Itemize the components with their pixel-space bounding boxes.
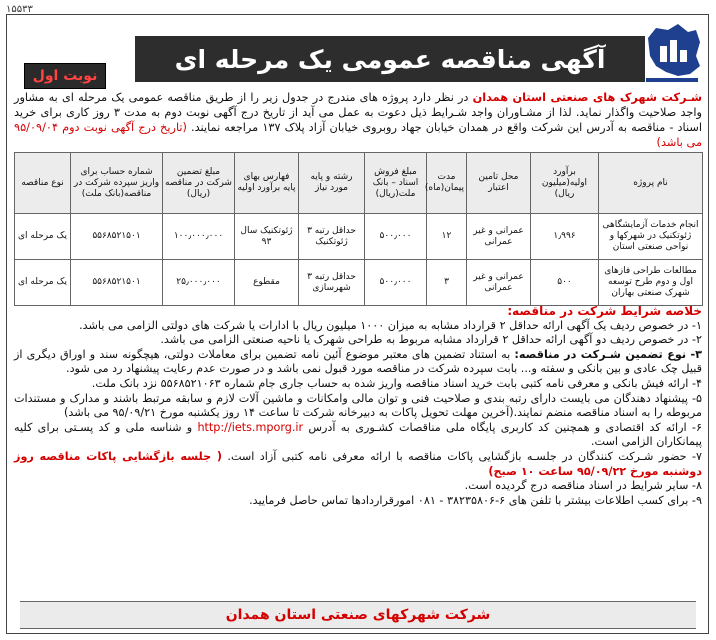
cell-initial-estimate: ۵۰۰ [531, 260, 599, 306]
cell-guarantee-amount: ۱۰۰٫۰۰۰٫۰۰۰ [163, 214, 235, 260]
condition-item: ۱- در خصوص ردیف یک آگهی ارائه حداقل ۲ قرارداد مشابه به میزان ۱۰۰۰ میلیون ریال با ادارات یا شرکت های دولتی الزامی می باشد. [79, 318, 702, 332]
cell-document-price: ۵۰۰٫۰۰۰ [365, 214, 427, 260]
cell-required-grade: حداقل رتبه ۳ ژئوتکنیک [299, 214, 365, 260]
guarantee-type-text: به استناد تضمین های معتبر موضوع آئین نامه تضمین برای معاملات دولتی، هیچگونه سند و اوراق دیگری از قبیل چک عادی و بین بانکی و سفته و... بابت سپرده شرکت در مناقصه مورد قبول نمی باشد و در صورت عدم رعایت پیشنهاد رد می شود. [14, 347, 702, 376]
col-initial-estimate: برآورد اولیه(میلیون ریال) [531, 153, 599, 214]
col-document-price: مبلغ فروش اسناد – بانک ملت(ریال) [365, 153, 427, 214]
cell-duration: ۱۲ [427, 214, 467, 260]
intro-paragraph [14, 90, 702, 150]
cell-initial-estimate: ۱٫۹۹۶ [531, 214, 599, 260]
condition-item [14, 421, 702, 450]
cell-project-name: مطالعات طراحی فازهای اول و دوم طرح توسعه شهرک صنعتی بهاران [599, 260, 703, 306]
condition-item [14, 450, 702, 479]
cell-project-name: انجام خدمات آزمایشگاهی ژئوتکنیک در شهرکها و نواحی صنعتی استان [599, 214, 703, 260]
col-price-list: فهارس بهای پایه برآورد اولیه [235, 153, 299, 214]
edition-badge: نوبت اول [24, 63, 106, 89]
condition-text: و شناسه ملی و کد پسـتی برای کلیه پیمانکاران الزامی است. [14, 420, 702, 449]
condition-item: ۵- پیشنهاد دهندگان می بایست دارای رتبه بندی و صلاحیت فنی و توان مالی وامکانات و ماشین آلات لازم و سابقه مرتبط باشند و مدارک و مستندات مربوطه را به اسناد مناقصه منضم نمایند.(آخرین مهلت تحویل پاکات به دبیرخانه شرکت تا ساعت ۱۴ روز یکشنبه مورخ ۹۵/۰۹/۲۱ می باشد) [14, 391, 702, 420]
condition-text: ۶- ارائه کد اقتصادی و همچنین کد کاربری پایگاه ملی مناقصات کشـوری به آدرس [303, 420, 702, 434]
cell-guarantee-amount: ۲۵٫۰۰۰٫۰۰۰ [163, 260, 235, 306]
cell-price-list: ژئوتکنیک سال ۹۳ [235, 214, 299, 260]
col-funding-source: محل تامین اعتبار [467, 153, 531, 214]
cell-required-grade: حداقل رتبه ۳ شهرسازی [299, 260, 365, 306]
condition-item: ۲- در خصوص ردیف دو آگهی ارائه حداقل ۲ قرارداد مشابه مربوط به طراحی شهرک یا ناحیه صنعتی الزامی می باشد. [160, 333, 702, 347]
cell-account-number: ۵۵۶۸۵۲۱۵۰۱ [71, 214, 163, 260]
col-account-number: شماره حساب برای واریز سپرده شرکت در مناقصه(بانک ملت) [71, 153, 163, 214]
cell-funding-source: عمرانی و غیر عمرانی [467, 260, 531, 306]
cell-document-price: ۵۰۰٫۰۰۰ [365, 260, 427, 306]
condition-item: ۸- سایر شرایط در اسناد مناقصه درج گردیده است. [464, 479, 702, 493]
guarantee-type-label: ۳- نوع تضمین شـرکت در مناقصه: [514, 347, 703, 361]
iran-map-logo-icon [638, 16, 706, 86]
col-duration: مدت پیمان(ماه) [427, 153, 467, 214]
cell-tender-type: یک مرحله ای [15, 214, 71, 260]
projects-table [14, 152, 703, 306]
ad-number: ۱۵۵۳۳ [6, 4, 33, 15]
footer-company-name: شرکت شهرکهای صنعتی استان همدان [20, 601, 696, 629]
col-required-grade: رشته و پایه مورد نیاز [299, 153, 365, 214]
ad-title-banner: آگهی مناقصه عمومی یک مرحله ای [135, 36, 645, 82]
cell-funding-source: عمرانی و غیر عمرانی [467, 214, 531, 260]
condition-item [14, 348, 702, 377]
cell-price-list: مقطوع [235, 260, 299, 306]
table-row [15, 260, 703, 306]
cell-account-number: ۵۵۶۸۵۲۱۵۰۱ [71, 260, 163, 306]
conditions-section [14, 304, 702, 508]
table-row [15, 214, 703, 260]
cell-tender-type: یک مرحله ای [15, 260, 71, 306]
tenders-portal-link[interactable]: http://iets.mporg.ir [197, 420, 304, 434]
publication-date-note: (تاریخ درج آگهی نوبت دوم ۹۵/۰۹/۰۴ می باشد) [14, 121, 702, 149]
col-project-name: نام پروژه [599, 153, 703, 214]
table-header-row [15, 153, 703, 214]
cell-duration: ۳ [427, 260, 467, 306]
opening-session-note: ( جلسه بازگشایی پاکات مناقصه روز دوشنبه مورخ ۹۵/۰۹/۲۲ ساعت ۱۰ صبح) [14, 449, 702, 478]
condition-item: ۴- ارائه فیش بانکی و معرفی نامه کتبی بابت خرید اسناد مناقصه واریز شده به حساب جاری جام شماره ۵۵۶۸۵۲۱۰۶۳ نزد بانک ملت. [91, 376, 702, 390]
conditions-title: خلاصه شرایط شرکت در مناقصه: [507, 304, 702, 318]
condition-item: ۹- برای کسب اطلاعات بیشتر با تلفن های ۶-۳۸۲۳۵۸۰۶ - ۰۸۱ امورقراردادها تماس حاصل فرمایید. [249, 493, 702, 507]
col-guarantee-amount: مبلغ تضمین شرکت در مناقصه (ریال) [163, 153, 235, 214]
intro-text: در نظر دارد پروژه های مندرج در جدول زیر را از طریق مناقصه عمومی یک مرحله ای به مشاور واجد صلاحیت واگذار نماید. لذا از مشـاوران واجد شـرایط ذیل دعوت به عمل می آید از تاریخ درج آگهی نوبت دوم به مدت ۳ روز کاری برای خرید اسناد - مناقصه به آدرس این شرکت واقع در همدان خیابان جهاد روبروی خیابان آزاد پلاک ۱۳۷ مراجعه نمایند. [14, 91, 703, 134]
condition-text: ۷- حضور شـرکت کنندگان در جلسـه بازگشایی پاکات مناقصه با ارائه معرفی نامه کتبی آزاد است. [222, 449, 702, 463]
col-tender-type: نوع مناقصه [15, 153, 71, 214]
company-name: شـرکت شهرک های صنعتی استان همدان [472, 91, 702, 104]
